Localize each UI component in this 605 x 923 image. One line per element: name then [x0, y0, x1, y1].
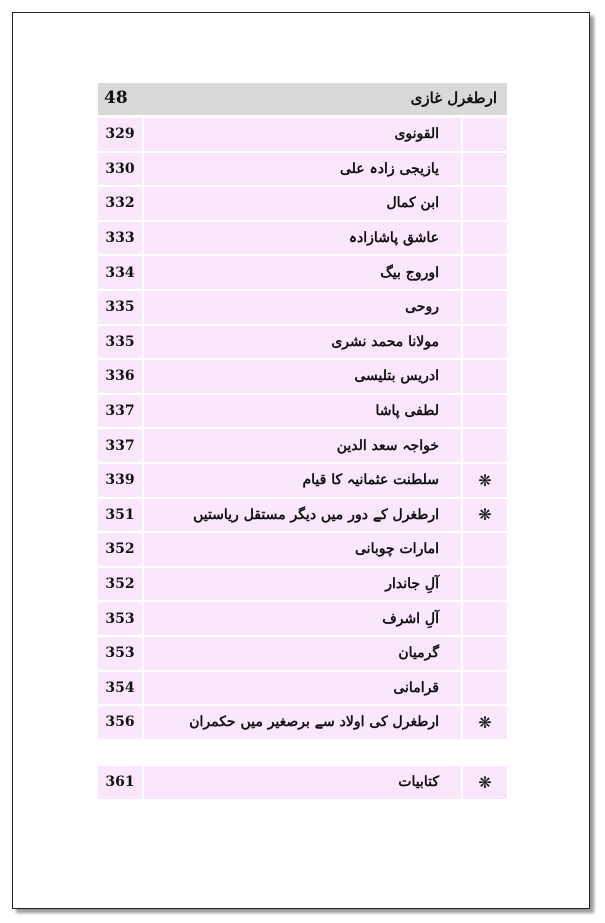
- toc-page-number: 337: [98, 395, 144, 430]
- asterisk-icon: [463, 326, 507, 361]
- toc-entry-title: آلِ جاندار: [144, 568, 463, 603]
- toc-page-number: 353: [98, 637, 144, 672]
- toc-page-number: 335: [98, 291, 144, 326]
- toc-entry-title: ارطغرل کی اولاد سے برصغیر میں حکمران: [144, 706, 463, 741]
- toc-entry-title: قرامانی: [144, 672, 463, 707]
- toc-bibliography-table: [98, 766, 507, 801]
- toc-page-number: 337: [98, 429, 144, 464]
- toc-entry-title: گرمیان: [144, 637, 463, 672]
- toc-entry-title: خواجہ سعد الدین: [144, 429, 463, 464]
- toc-row[interactable]: [98, 672, 507, 707]
- toc-page-number: 333: [98, 222, 144, 257]
- toc-row[interactable]: [98, 602, 507, 637]
- toc-row[interactable]: [98, 533, 507, 568]
- toc-page-number: 336: [98, 360, 144, 395]
- toc-row[interactable]: [98, 360, 507, 395]
- page-number: 48: [104, 88, 128, 108]
- toc-entry-title: آلِ اشرف: [144, 602, 463, 637]
- toc-row[interactable]: [98, 118, 507, 153]
- toc-entry-title: ابن کمال: [144, 187, 463, 222]
- asterisk-icon: [463, 153, 507, 188]
- toc-row[interactable]: [98, 326, 507, 361]
- toc-page-number: 354: [98, 672, 144, 707]
- asterisk-icon: [463, 360, 507, 395]
- toc-row[interactable]: [98, 568, 507, 603]
- asterisk-icon: [463, 291, 507, 326]
- toc-entry-title: اوروج بیگ: [144, 256, 463, 291]
- toc-row[interactable]: [98, 706, 507, 741]
- asterisk-icon: ❋: [463, 499, 507, 534]
- toc-page-number: 330: [98, 153, 144, 188]
- asterisk-icon: [463, 395, 507, 430]
- asterisk-icon: [463, 637, 507, 672]
- asterisk-icon: ❋: [463, 766, 507, 801]
- toc-page-number: 352: [98, 533, 144, 568]
- asterisk-icon: [463, 533, 507, 568]
- toc-entry-title: ارطغرل کے دور میں دیگر مستقل ریاستیں: [144, 499, 463, 534]
- toc-row[interactable]: [98, 766, 507, 801]
- toc-page-number: 353: [98, 602, 144, 637]
- toc-entry-title: عاشق پاشازادہ: [144, 222, 463, 257]
- toc-row[interactable]: [98, 429, 507, 464]
- toc-entry-title: کتابیات: [144, 766, 463, 801]
- book-title: ارطغرل غازی: [410, 89, 497, 107]
- toc-entry-title: سلطنت عثمانیہ کا قیام: [144, 464, 463, 499]
- toc-entry-title: امارات چوبانی: [144, 533, 463, 568]
- toc-entry-title: لطفی پاشا: [144, 395, 463, 430]
- asterisk-icon: [463, 568, 507, 603]
- toc-page-number: 339: [98, 464, 144, 499]
- toc-entry-title: القونوی: [144, 118, 463, 153]
- toc-row[interactable]: [98, 395, 507, 430]
- toc-page-number: 352: [98, 568, 144, 603]
- toc-page-number: 334: [98, 256, 144, 291]
- asterisk-icon: [463, 187, 507, 222]
- toc-entry-title: یازیجی زادہ علی: [144, 153, 463, 188]
- toc-row[interactable]: [98, 256, 507, 291]
- toc-page-number: 332: [98, 187, 144, 222]
- asterisk-icon: [463, 672, 507, 707]
- toc-table: [98, 118, 507, 741]
- toc-entry-title: روحی: [144, 291, 463, 326]
- toc-row[interactable]: [98, 187, 507, 222]
- toc-row[interactable]: [98, 291, 507, 326]
- asterisk-icon: [463, 222, 507, 257]
- toc-page-number: 351: [98, 499, 144, 534]
- asterisk-icon: ❋: [463, 706, 507, 741]
- toc-page-number: 335: [98, 326, 144, 361]
- asterisk-icon: [463, 602, 507, 637]
- toc-row[interactable]: [98, 222, 507, 257]
- toc-row[interactable]: [98, 499, 507, 534]
- toc-row[interactable]: [98, 153, 507, 188]
- toc-row[interactable]: [98, 464, 507, 499]
- asterisk-icon: ❋: [463, 464, 507, 499]
- toc-page-number: 329: [98, 118, 144, 153]
- toc-page-number: 361: [98, 766, 144, 801]
- asterisk-icon: [463, 256, 507, 291]
- page-header: [98, 83, 507, 115]
- asterisk-icon: [463, 429, 507, 464]
- toc-row[interactable]: [98, 637, 507, 672]
- toc-entry-title: مولانا محمد نشری: [144, 326, 463, 361]
- toc-page-number: 356: [98, 706, 144, 741]
- toc-entry-title: ادریس بتلیسی: [144, 360, 463, 395]
- asterisk-icon: [463, 118, 507, 153]
